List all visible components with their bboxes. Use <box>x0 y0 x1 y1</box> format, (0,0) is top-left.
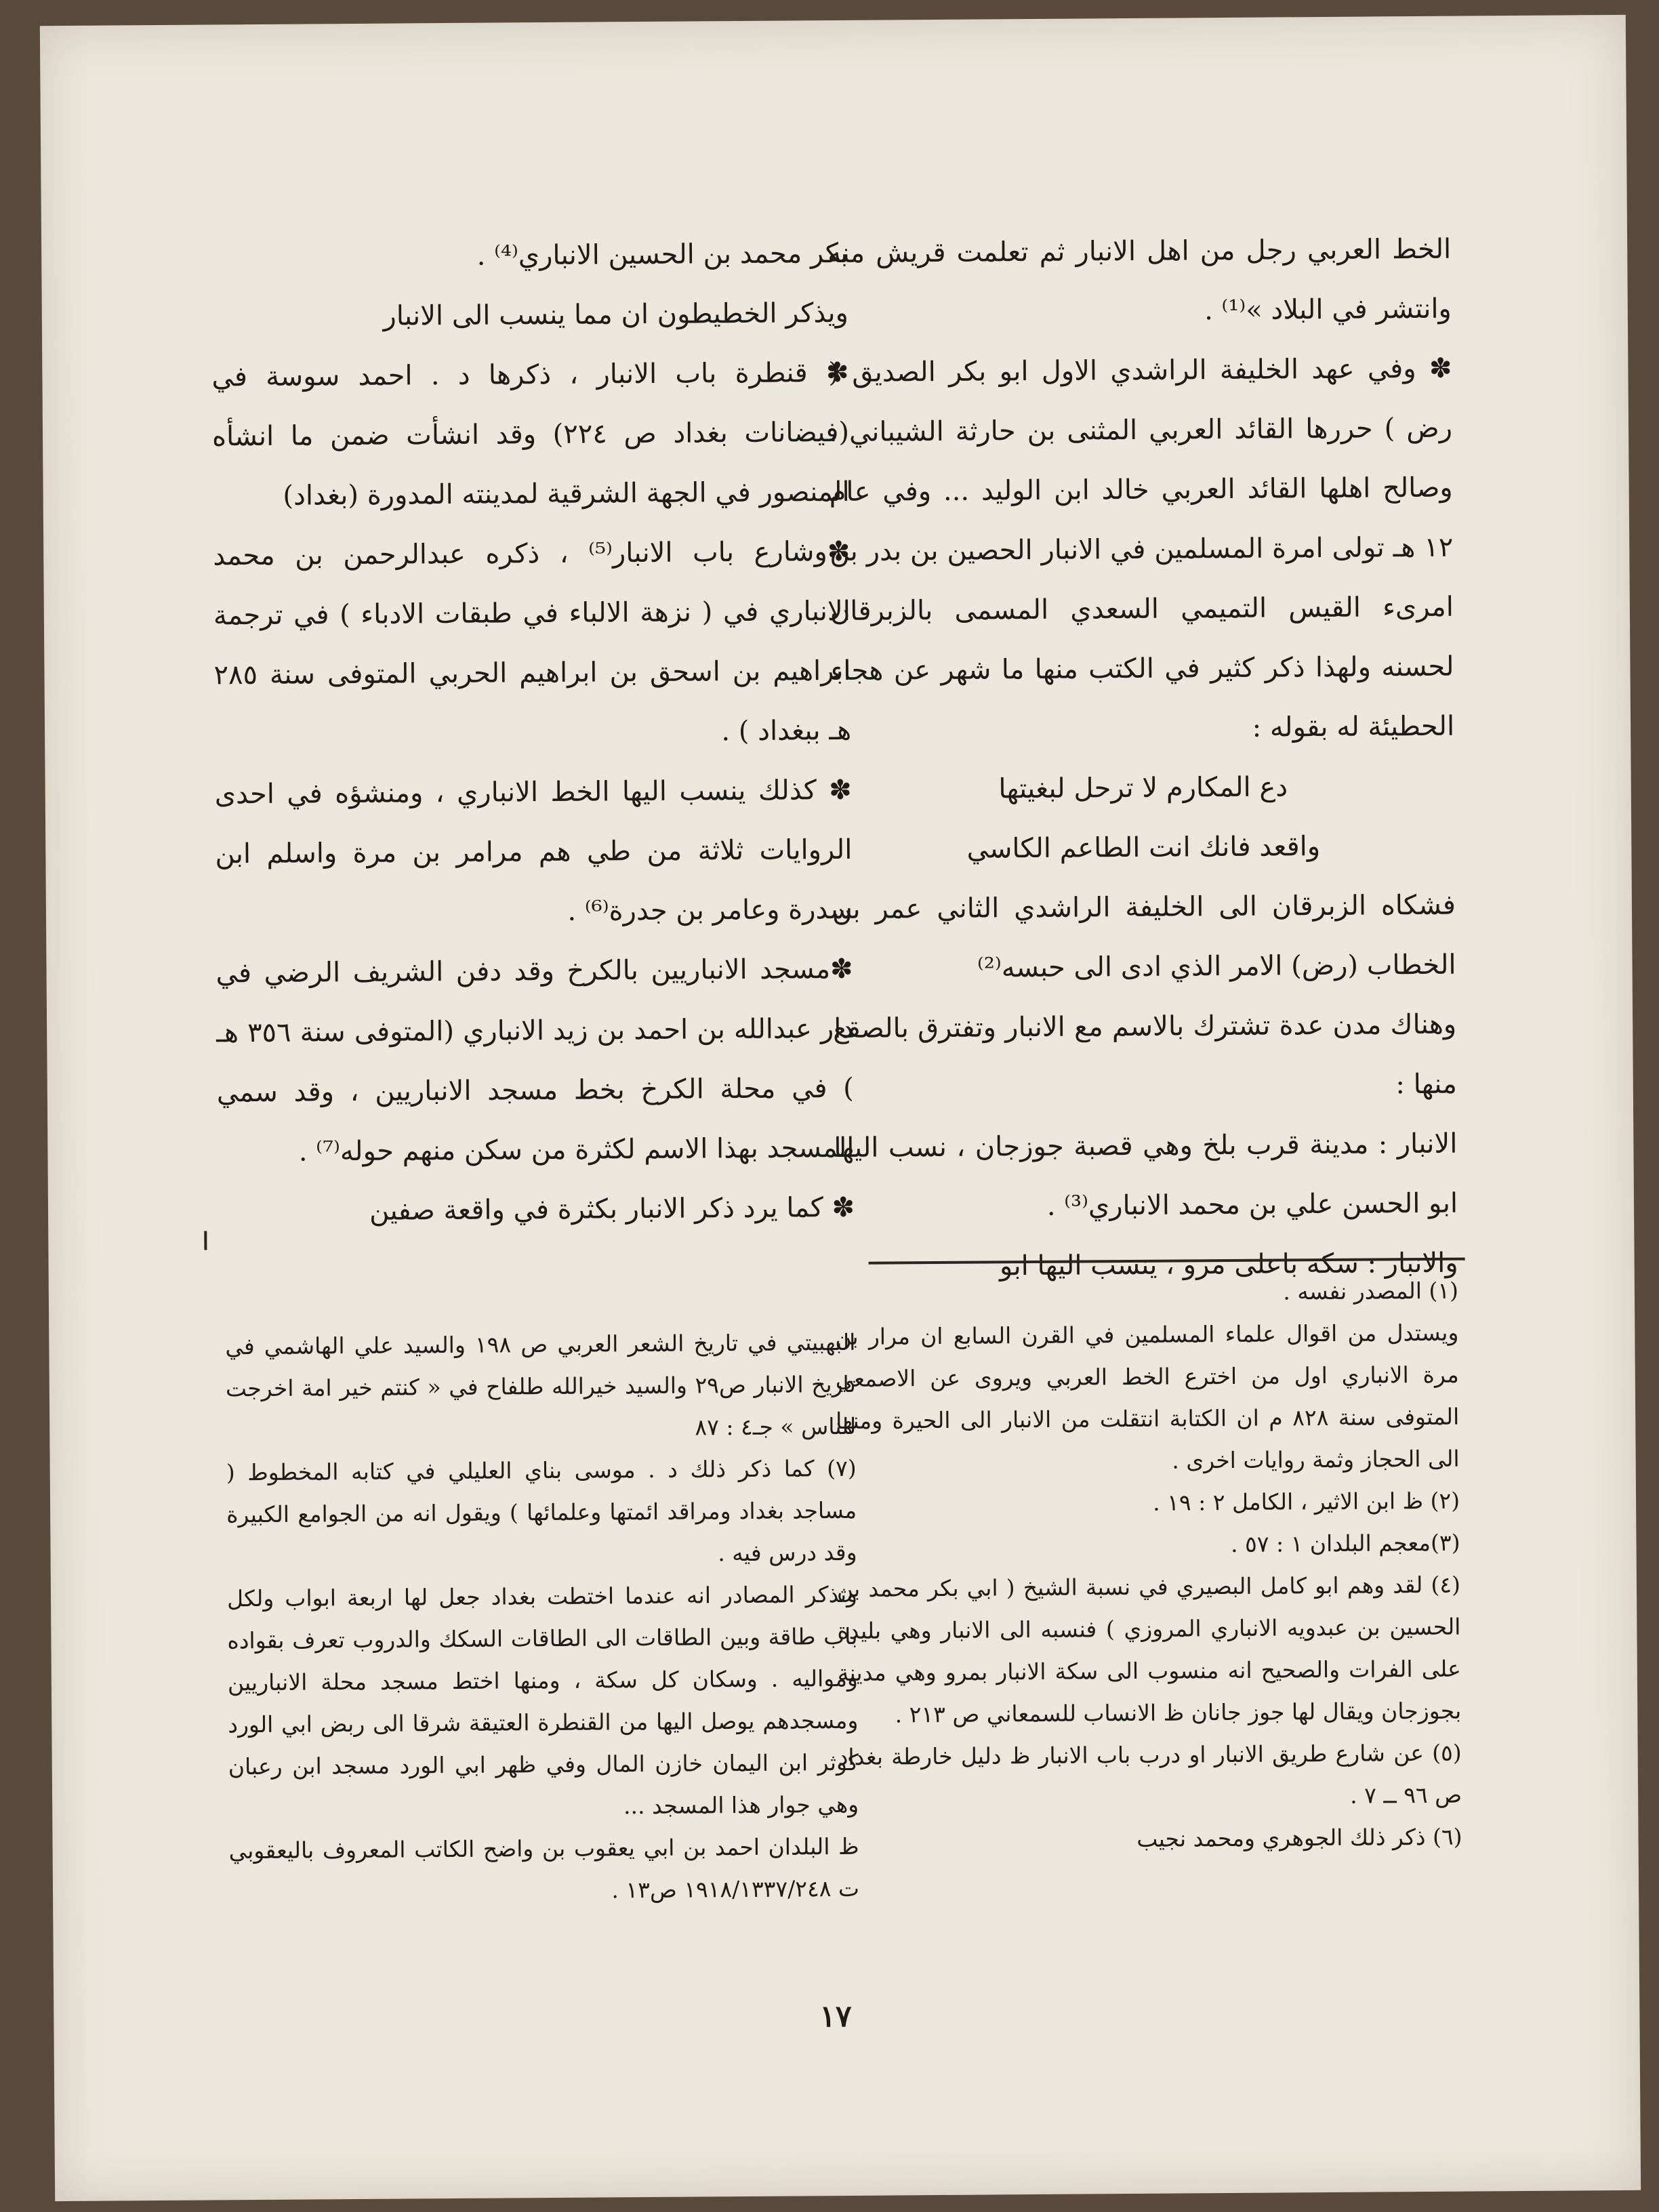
footnote: (٦) ذكر ذلك الجوهري ومحمد نجيب <box>1136 1823 1462 1852</box>
paragraph: ✽ وفي عهد الخليفة الراشدي الاول ابو بكر الصديق ( رض ) حررها القائد العربي المثنى بن حارثة الشيباني ، وصالح اهلها القائد العربي خالد ابن الوليد ... وفي عام ١٢ هـ تولى امرة المسلمين في الانبار الحصين بن بدر بن امرىء القيس التميمي السعدي المسمى بالزبرقان لحسنه ولهذا ذكر كثير في الكتب منها ما شهر عن هجاء الحطيئة له بقوله : <box>828 352 1455 743</box>
footnote: (٧) كما ذكر ذلك د . موسى بناي العليلي في كتابه المخطوط ( مساجد بغداد ومراقد ائمتها وعلمائها ) ويقول انه من الجوامع الكبيرة وقد درس فيه . <box>226 1454 857 1567</box>
paragraph: ✽وشارع باب الانبار⁽⁵⁾ ، ذكره عبدالرحمن بن محمد الانباري في ( نزهة الالباء في طبقات الادباء ) في ترجمة ابراهيم بن اسحق بن ابراهيم الحربي المتوفى سنة ٢٨٥ هـ ببغداد ) . <box>213 535 852 747</box>
footnote: ظ البلدان احمد بن ابي يعقوب بن واضح الكاتب المعروف باليعقوبي ت ١٩١٨/١٣٣٧/٢٤٨ ص١٣ . <box>228 1832 860 1904</box>
right-column <box>827 220 1458 1297</box>
book-page <box>40 15 1641 2201</box>
paragraph: فشكاه الزبرقان الى الخليفة الراشدي الثاني عمر بن الخطاب (رض) الامر الذي ادى الى حبسه⁽²⁾ <box>832 889 1456 984</box>
footnotes-right <box>835 1270 1462 1862</box>
footnote: (١) المصدر نفسه . <box>1283 1277 1459 1305</box>
left-column <box>211 224 855 1242</box>
paragraph: ✽ كما يرد ذكر الانبار بكثرة في واقعة صفين <box>369 1191 855 1227</box>
column-end-mark <box>204 1231 207 1250</box>
footnote: البهبيتي في تاريخ الشعر العربي ص ١٩٨ والسيد علي الهاشمي في تاريخ الانبار ص٢٩ والسيد خيرالله طلفاح في « كنتم خير امة اخرجت للناس » جـ٤ : ٨٧ <box>225 1328 857 1441</box>
footnote: ويستدل من اقوال علماء المسلمين في القرن السابع ان مرار بن مرة الانباري اول من اخترع الخط العربي ويروى عن الاصمعي المتوفى سنة ٨٢٨ م ان الكتابة انتقلت من الانبار الى الحيرة ومنها الى الحجاز وثمة روايات اخرى . <box>835 1319 1460 1474</box>
footnote: (٣)معجم البلدان ١ : ٥٧ . <box>1230 1529 1460 1557</box>
footnote: (٤) لقد وهم ابو كامل البصيري في نسبة الشيخ ( ابي بكر محمد بن الحسين بن عبدويه الانباري المروزي ) فنسبه الى الانبار وهي بليدة على الفرات والصحيح انه منسوب الى سكة الانبار بمرو وهي مدينة بجوزجان ويقال لها جوز جانان ظ الانساب للسمعاني ص ٢١٣ . <box>836 1571 1462 1728</box>
footnote: وتذكر المصادر انه عندما اختطت بغداد جعل لها اربعة ابواب ولكل باب طاقة وبين الطاقات الى الطاقات السكك والدروب تعرف بقواده ومواليه . وسكان كل سكة ، ومنها اختط مسجد محلة الانباريين ومسجدهم يوصل اليها من القنطرة العتيقة شرقا الى ربض ابي الورد كوثر ابن اليمان خازن المال وفي ظهر ابي الورد مسجد ابن رعبان وهي جوار هذا المسجد ... <box>226 1580 859 1820</box>
footnote: (٥) عن شارع طريق الانبار او درب باب الانبار ظ دليل خارطة بغداد ص ٩٦ ــ ٧ . <box>838 1739 1462 1809</box>
verse-line: دع المكارم لا ترحل لبغيتها <box>998 771 1288 805</box>
paragraph: ويذكر الخطيطون ان مما ينسب الى الانبار <box>383 297 848 332</box>
paragraph: ✽مسجد الانباريين بالكرخ وقد دفن الشريف الرضي في دار عبدالله بن احمد بن زيد الانباري (المتوفى سنة ٣٥٦ هـ ) في محلة الكرخ بخط مسجد الانباريين ، وقد سمي المسجد بهذا الاسم لكثرة من سكن منهم حوله⁽⁷⁾ . <box>216 953 855 1168</box>
paragraph: الخط العربي رجل من اهل الانبار ثم تعلمت قريش منه وانتشر في البلاد »⁽¹⁾ . <box>827 233 1452 327</box>
paragraph: بكر محمد بن الحسين الانباري⁽⁴⁾ . <box>476 237 848 272</box>
verse-line: واقعد فانك انت الطاعم الكاسي <box>966 831 1321 865</box>
paragraph: والانبار : سكة باعلى مرو ، ينسب اليها ابو <box>999 1247 1458 1282</box>
page-number: ١٧ <box>819 1999 852 2034</box>
paragraph: وهناك مدن عدة تشترك بالاسم مع الانبار وتفترق بالصقع منها : <box>833 1008 1457 1101</box>
footnotes-left <box>225 1322 859 1914</box>
paragraph: الانبار : مدينة قرب بلخ وهي قصبة جوزجان ، نسب اليها ابو الحسن علي بن محمد الانباري⁽³⁾ . <box>834 1128 1458 1222</box>
footnote: (٢) ظ ابن الاثير ، الكامل ٢ : ١٩ . <box>1153 1487 1460 1516</box>
paragraph: ✽ قنطرة باب الانبار ، ذكرها د . احمد سوسة في (فيضانات بغداد ص ٢٢٤) وقد انشأت ضمن ما انشأه المنصور في الجهة الشرقية لمدينته المدورة (بغداد) <box>211 356 850 512</box>
paragraph: ✽ كذلك ينسب اليها الخط الانباري ، ومنشؤه في احدى الروايات ثلاثة من طي هم مرامر بن مرة واسلم ابن سدرة وعامر بن جدرة⁽⁶⁾ . <box>214 774 853 927</box>
